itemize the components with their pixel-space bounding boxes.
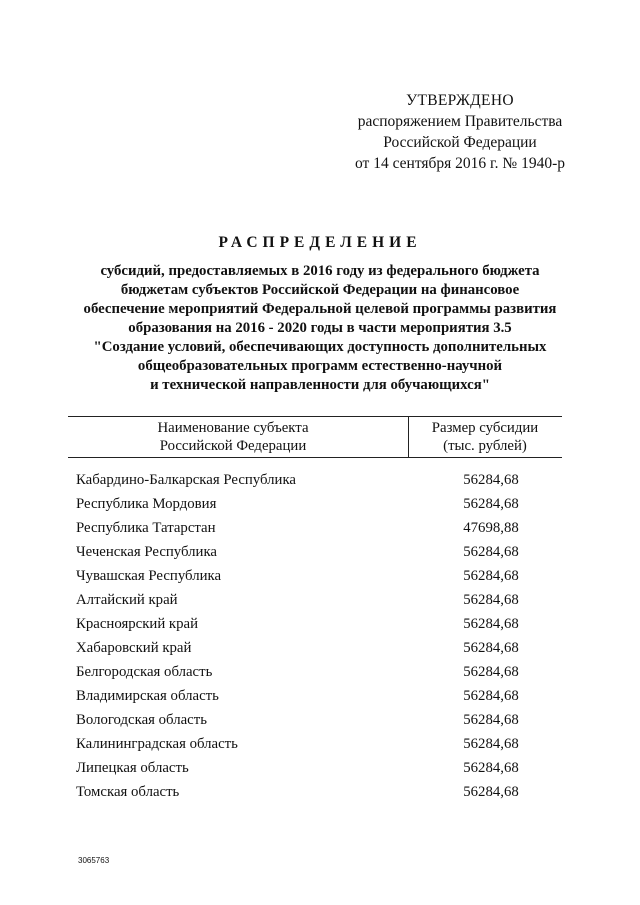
subtitle-line: и технической направленности для обучающихся" <box>150 377 490 393</box>
subsidy-amount: 47698,88 <box>463 520 519 536</box>
table-row <box>76 614 556 638</box>
subject-name: Красноярский край <box>76 616 199 632</box>
table-row <box>76 782 556 806</box>
subject-name: Томская область <box>76 784 180 800</box>
subsidy-amount: 56284,68 <box>463 688 519 704</box>
subtitle-line: бюджетам субъектов Российской Федерации на финансовое <box>120 282 520 298</box>
subject-name: Белгородская область <box>76 664 213 680</box>
table-row <box>76 686 556 710</box>
subject-name: Алтайский край <box>76 592 178 608</box>
table-row <box>76 734 556 758</box>
subsidy-amount: 56284,68 <box>463 736 519 752</box>
subtitle-line: обеспечение мероприятий Федеральной целевой программы развития <box>83 301 557 317</box>
subsidy-amount: 56284,68 <box>463 664 519 680</box>
table-body <box>76 470 556 806</box>
table-row <box>76 518 556 542</box>
column-header-amount <box>408 419 562 455</box>
table-row <box>76 542 556 566</box>
subsidy-amount: 56284,68 <box>463 568 519 584</box>
subsidy-amount: 56284,68 <box>463 640 519 656</box>
subject-name: Республика Мордовия <box>76 496 217 512</box>
table-header <box>68 416 562 458</box>
subtitle-line: общеобразовательных программ естественно-научной <box>137 358 503 374</box>
subject-name: Липецкая область <box>76 760 189 776</box>
approval-line-2: Российской Федерации <box>383 134 537 151</box>
table-row <box>76 590 556 614</box>
subject-name: Чеченская Республика <box>76 544 218 560</box>
document-title: РАСПРЕДЕЛЕНИЕ <box>218 234 422 251</box>
subsidy-amount: 56284,68 <box>463 496 519 512</box>
subject-name: Калининградская область <box>76 736 238 752</box>
column-header-subject-line: Наименование субъекта <box>157 420 309 436</box>
column-header-amount-line: Размер субсидии <box>431 420 539 436</box>
subsidy-amount: 56284,68 <box>463 472 519 488</box>
column-header-subject <box>68 419 398 455</box>
subsidy-amount: 56284,68 <box>463 616 519 632</box>
table-row <box>76 638 556 662</box>
approval-line-3: от 14 сентября 2016 г. № 1940-р <box>355 155 565 172</box>
table-row <box>76 758 556 782</box>
subsidy-amount: 56284,68 <box>463 544 519 560</box>
subject-name: Кабардино-Балкарская Республика <box>76 472 297 488</box>
table-row <box>76 566 556 590</box>
approval-line-1: распоряжением Правительства <box>357 113 563 130</box>
subsidy-amount: 56284,68 <box>463 784 519 800</box>
approval-heading: УТВЕРЖДЕНО <box>406 92 514 109</box>
table-row <box>76 662 556 686</box>
subject-name: Владимирская область <box>76 688 219 704</box>
document-code: 3065763 <box>78 856 110 865</box>
subsidy-amount: 56284,68 <box>463 712 519 728</box>
subject-name: Чувашская Республика <box>76 568 222 584</box>
column-header-subject-line: Российской Федерации <box>159 438 307 454</box>
subsidy-amount: 56284,68 <box>463 760 519 776</box>
subject-name: Республика Татарстан <box>76 520 216 536</box>
column-header-amount-line: (тыс. рублей) <box>443 438 527 454</box>
subtitle-line: "Создание условий, обеспечивающих доступность дополнительных <box>93 339 547 355</box>
table-row <box>76 470 556 494</box>
table-row <box>76 710 556 734</box>
approval-block <box>330 90 590 174</box>
subtitle-line: образования на 2016 - 2020 годы в части мероприятия 3.5 <box>128 320 512 336</box>
table-row <box>76 494 556 518</box>
subject-name: Хабаровский край <box>76 640 192 656</box>
subject-name: Вологодская область <box>76 712 207 728</box>
document-subtitle <box>40 262 600 395</box>
subtitle-line: субсидий, предоставляемых в 2016 году из федерального бюджета <box>100 263 540 279</box>
subsidy-amount: 56284,68 <box>463 592 519 608</box>
